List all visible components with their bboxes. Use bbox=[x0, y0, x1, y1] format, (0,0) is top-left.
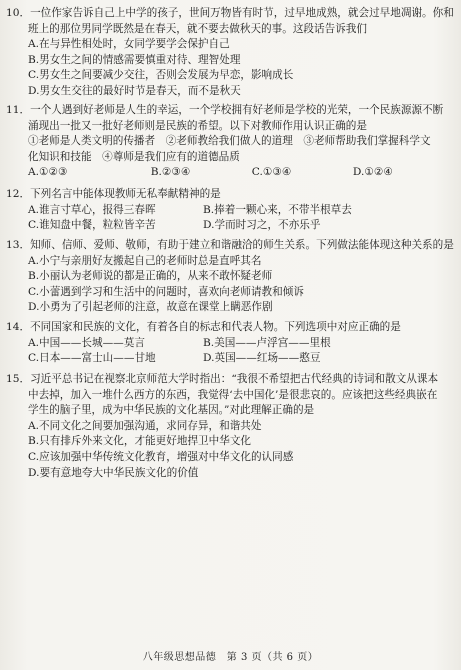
option-a: A.在与异性相处时，女同学要学会保护自己 bbox=[28, 38, 230, 51]
question-11 bbox=[6, 103, 454, 181]
option-b: B.美国——卢浮宫——里根 bbox=[203, 336, 331, 349]
options-row bbox=[6, 351, 454, 367]
option-d: D.英国——红场——憨豆 bbox=[203, 352, 321, 365]
question-stem-line: ①老师是人类文明的传播者 ②老师教给我们做人的道理 ③老师帮助我们掌握科学文 bbox=[28, 135, 431, 148]
question-15 bbox=[6, 372, 454, 481]
option-b: B.小丽认为老师说的都是正确的，从来不敢怀疑老师 bbox=[28, 270, 273, 283]
question-stem-line: 15．习近平总书记在视察北京师范大学时指出：“我很不希望把古代经典的诗词和散文从课本 bbox=[6, 373, 439, 385]
question-12 bbox=[6, 187, 454, 234]
question-stem-line: 学生的脑子里，成为中华民族的文化基因。”对此理解正确的是 bbox=[28, 404, 315, 417]
option-b: B.②③④ bbox=[150, 166, 191, 179]
options-row bbox=[6, 336, 454, 352]
question-stem-line: 13．知师、信师、爱师、敬师，有助于建立和谐融洽的师生关系。下列做法能体现这种关系的是 bbox=[6, 239, 454, 251]
question-stem-line: 10．一位作家告诉自己上中学的孩子，世间万物皆有时节，过早地成熟，就会过早地凋谢。你和 bbox=[6, 7, 454, 19]
option-d: D.要有意地夸大中华民族文化的价值 bbox=[28, 466, 199, 479]
option-c: C.小蕾遇到学习和生活中的问题时，喜欢向老师请教和倾诉 bbox=[28, 285, 304, 298]
option-d: D.学而时习之，不亦乐乎 bbox=[203, 219, 321, 232]
option-c: C.①③④ bbox=[251, 166, 292, 179]
options-row bbox=[6, 165, 454, 181]
option-a: A.①②③ bbox=[28, 166, 68, 179]
option-b: B.捧着一颗心来，不带半根草去 bbox=[203, 203, 352, 216]
option-a: A.不同文化之间要加强沟通，求同存异，和谐共处 bbox=[28, 419, 262, 432]
question-stem-line: 中去掉，加入一堆什么西方的东西，我觉得‘去中国化’是很悲哀的。应该把这些经典嵌在 bbox=[28, 388, 438, 401]
option-d: D.男女生交往的最好时节是春天，而不是秋天 bbox=[28, 84, 241, 97]
option-d: D.①②④ bbox=[352, 166, 393, 179]
option-b: B.只有排斥外来文化，才能更好地捍卫中华文化 bbox=[28, 435, 252, 448]
options-row bbox=[6, 218, 454, 234]
options-row bbox=[6, 203, 454, 219]
option-d: D.小勇为了引起老师的注意，故意在课堂上瞒恶作剧 bbox=[28, 301, 273, 314]
option-a: A.小宁与亲朋好友搬起自己的老师时总是直呼其名 bbox=[28, 254, 262, 267]
option-c: C.谁知盘中餐，粒粒皆辛苦 bbox=[28, 219, 156, 232]
page-footer: 八年级思想品德 第 3 页（共 6 页） bbox=[142, 652, 319, 663]
question-stem-line: 11．一个人遇到好老师是人生的幸运，一个学校拥有好老师是学校的光荣，一个民族源源不断 bbox=[6, 104, 444, 116]
option-a: A.谁言寸草心，报得三春晖 bbox=[28, 203, 156, 216]
question-stem-line: 班上的那位男同学既然是在春天，就不要去做秋天的事。这段话告诉我们 bbox=[28, 22, 367, 35]
option-c: C.日本——富士山——甘地 bbox=[28, 352, 156, 365]
option-c: C.男女生之间要减少交往，否则会发展为早恋，影响成长 bbox=[28, 69, 294, 82]
question-stem-line: 14．不同国家和民族的文化，有着各自的标志和代表人物。下列选项中对应正确的是 bbox=[6, 321, 401, 333]
option-b: B.男女生之间的情感需要慎重对待、理智处理 bbox=[28, 53, 241, 66]
option-a: A.中国——长城——莫言 bbox=[28, 336, 145, 349]
question-stem-line: 化知识和技能 ④尊师是我们应有的道德品质 bbox=[28, 150, 240, 163]
question-10 bbox=[6, 6, 454, 100]
question-14 bbox=[6, 320, 454, 367]
option-c: C.应该加强中华传统文化教育，增强对中华文化的认同感 bbox=[28, 450, 294, 463]
question-stem-line: 涌现出一批又一批好老师则是民族的希望。以下对教师作用认识正确的是 bbox=[28, 119, 367, 132]
question-13 bbox=[6, 238, 454, 316]
question-stem-line: 12．下列名言中能体现教师无私奉献精神的是 bbox=[6, 188, 221, 200]
